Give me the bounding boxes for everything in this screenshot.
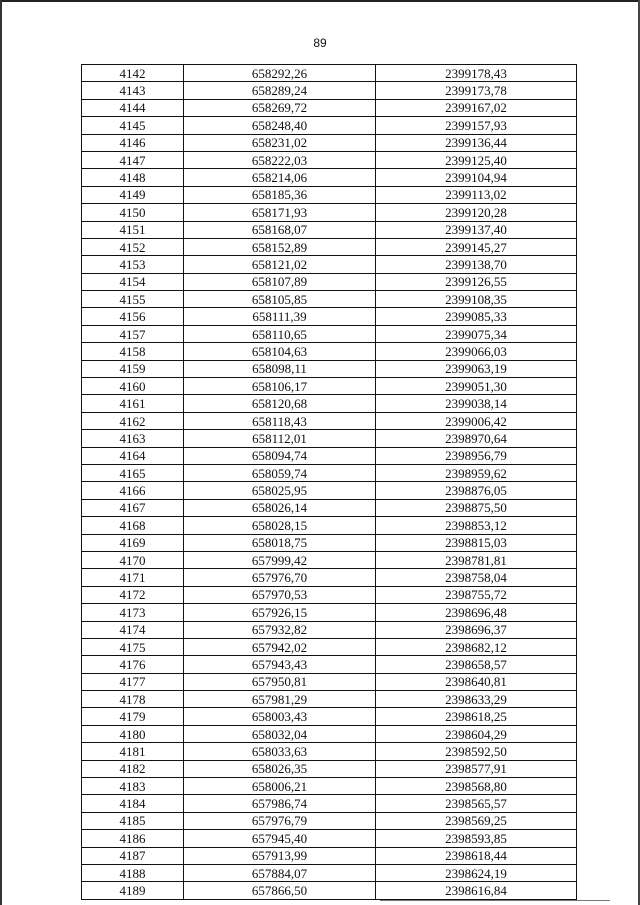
point-number-cell: 4180 — [82, 725, 184, 742]
table-row — [82, 534, 577, 551]
point-number-cell: 4169 — [82, 534, 184, 551]
y-coordinate-cell: 2398569,25 — [376, 812, 577, 829]
y-coordinate-cell: 2398970,64 — [376, 430, 577, 447]
table-row — [82, 395, 577, 412]
x-coordinate-cell: 658118,43 — [184, 412, 376, 429]
y-coordinate-cell: 2398781,81 — [376, 551, 577, 568]
y-coordinate-cell: 2399136,44 — [376, 134, 577, 151]
point-number-cell: 4142 — [82, 65, 184, 82]
x-coordinate-cell: 658112,01 — [184, 430, 376, 447]
point-number-cell: 4182 — [82, 760, 184, 777]
y-coordinate-cell: 2398633,29 — [376, 691, 577, 708]
table-row — [82, 882, 577, 899]
point-number-cell: 4168 — [82, 517, 184, 534]
x-coordinate-cell: 658106,17 — [184, 378, 376, 395]
y-coordinate-cell: 2398758,04 — [376, 569, 577, 586]
y-coordinate-cell: 2399066,03 — [376, 343, 577, 360]
table-row — [82, 204, 577, 221]
point-number-cell: 4163 — [82, 430, 184, 447]
y-coordinate-cell: 2398815,03 — [376, 534, 577, 551]
table-row — [82, 621, 577, 638]
point-number-cell: 4181 — [82, 743, 184, 760]
x-coordinate-cell: 658006,21 — [184, 778, 376, 795]
table-row — [82, 325, 577, 342]
point-number-cell: 4172 — [82, 586, 184, 603]
table-row — [82, 360, 577, 377]
y-coordinate-cell: 2398624,19 — [376, 864, 577, 881]
point-number-cell: 4153 — [82, 256, 184, 273]
y-coordinate-cell: 2398696,48 — [376, 604, 577, 621]
x-coordinate-cell: 658121,02 — [184, 256, 376, 273]
x-coordinate-cell: 657950,81 — [184, 673, 376, 690]
y-coordinate-cell: 2399113,02 — [376, 186, 577, 203]
y-coordinate-cell: 2398592,50 — [376, 743, 577, 760]
point-number-cell: 4158 — [82, 343, 184, 360]
table-row — [82, 134, 577, 151]
point-number-cell: 4171 — [82, 569, 184, 586]
x-coordinate-cell: 658104,63 — [184, 343, 376, 360]
x-coordinate-cell: 657999,42 — [184, 551, 376, 568]
y-coordinate-cell: 2399108,35 — [376, 291, 577, 308]
table-row — [82, 464, 577, 481]
table-row — [82, 586, 577, 603]
table-row — [82, 691, 577, 708]
scan-border-top — [0, 0, 640, 2]
table-row — [82, 169, 577, 186]
x-coordinate-cell: 658026,35 — [184, 760, 376, 777]
x-coordinate-cell: 658214,06 — [184, 169, 376, 186]
y-coordinate-cell: 2399075,34 — [376, 325, 577, 342]
point-number-cell: 4179 — [82, 708, 184, 725]
y-coordinate-cell: 2398618,44 — [376, 847, 577, 864]
y-coordinate-cell: 2398959,62 — [376, 464, 577, 481]
point-number-cell: 4160 — [82, 378, 184, 395]
point-number-cell: 4184 — [82, 795, 184, 812]
x-coordinate-cell: 657884,07 — [184, 864, 376, 881]
y-coordinate-cell: 2398577,91 — [376, 760, 577, 777]
x-coordinate-cell: 658111,39 — [184, 308, 376, 325]
table-row — [82, 221, 577, 238]
y-coordinate-cell: 2399145,27 — [376, 238, 577, 255]
y-coordinate-cell: 2399157,93 — [376, 117, 577, 134]
x-coordinate-cell: 658033,63 — [184, 743, 376, 760]
table-row — [82, 760, 577, 777]
point-number-cell: 4164 — [82, 447, 184, 464]
point-number-cell: 4150 — [82, 204, 184, 221]
scan-border-bottom — [380, 900, 610, 901]
x-coordinate-cell: 658018,75 — [184, 534, 376, 551]
point-number-cell: 4145 — [82, 117, 184, 134]
point-number-cell: 4155 — [82, 291, 184, 308]
table-row — [82, 99, 577, 116]
table-row — [82, 117, 577, 134]
table-row — [82, 830, 577, 847]
x-coordinate-cell: 657932,82 — [184, 621, 376, 638]
table-row — [82, 551, 577, 568]
table-row — [82, 795, 577, 812]
table-row — [82, 569, 577, 586]
x-coordinate-cell: 658248,40 — [184, 117, 376, 134]
x-coordinate-cell: 657986,74 — [184, 795, 376, 812]
point-number-cell: 4185 — [82, 812, 184, 829]
table-row — [82, 82, 577, 99]
x-coordinate-cell: 658059,74 — [184, 464, 376, 481]
table-row — [82, 447, 577, 464]
table-row — [82, 256, 577, 273]
y-coordinate-cell: 2399085,33 — [376, 308, 577, 325]
point-number-cell: 4151 — [82, 221, 184, 238]
table-row — [82, 343, 577, 360]
point-number-cell: 4162 — [82, 412, 184, 429]
table-row — [82, 638, 577, 655]
x-coordinate-cell: 657943,43 — [184, 656, 376, 673]
x-coordinate-cell: 657981,29 — [184, 691, 376, 708]
y-coordinate-cell: 2399051,30 — [376, 378, 577, 395]
table-row — [82, 378, 577, 395]
y-coordinate-cell: 2398853,12 — [376, 517, 577, 534]
table-row — [82, 778, 577, 795]
x-coordinate-cell: 658105,85 — [184, 291, 376, 308]
y-coordinate-cell: 2398875,50 — [376, 499, 577, 516]
x-coordinate-cell: 657970,53 — [184, 586, 376, 603]
x-coordinate-cell: 658168,07 — [184, 221, 376, 238]
point-number-cell: 4157 — [82, 325, 184, 342]
y-coordinate-cell: 2398568,80 — [376, 778, 577, 795]
point-number-cell: 4183 — [82, 778, 184, 795]
x-coordinate-cell: 657976,70 — [184, 569, 376, 586]
table-row — [82, 186, 577, 203]
y-coordinate-cell: 2398640,81 — [376, 673, 577, 690]
point-number-cell: 4166 — [82, 482, 184, 499]
x-coordinate-cell: 658231,02 — [184, 134, 376, 151]
point-number-cell: 4186 — [82, 830, 184, 847]
point-number-cell: 4152 — [82, 238, 184, 255]
y-coordinate-cell: 2399006,42 — [376, 412, 577, 429]
y-coordinate-cell: 2399038,14 — [376, 395, 577, 412]
table-row — [82, 743, 577, 760]
point-number-cell: 4161 — [82, 395, 184, 412]
y-coordinate-cell: 2398565,57 — [376, 795, 577, 812]
table-row — [82, 412, 577, 429]
table-row — [82, 517, 577, 534]
x-coordinate-cell: 658026,14 — [184, 499, 376, 516]
y-coordinate-cell: 2399120,28 — [376, 204, 577, 221]
page-number: 89 — [313, 36, 327, 50]
x-coordinate-cell: 657926,15 — [184, 604, 376, 621]
y-coordinate-cell: 2398593,85 — [376, 830, 577, 847]
y-coordinate-cell: 2398618,25 — [376, 708, 577, 725]
y-coordinate-cell: 2398876,05 — [376, 482, 577, 499]
table-row — [82, 847, 577, 864]
y-coordinate-cell: 2398604,29 — [376, 725, 577, 742]
point-number-cell: 4189 — [82, 882, 184, 899]
table-row — [82, 151, 577, 168]
point-number-cell: 4173 — [82, 604, 184, 621]
y-coordinate-cell: 2399104,94 — [376, 169, 577, 186]
y-coordinate-cell: 2399126,55 — [376, 273, 577, 290]
y-coordinate-cell: 2399178,43 — [376, 65, 577, 82]
x-coordinate-cell: 657913,99 — [184, 847, 376, 864]
point-number-cell: 4143 — [82, 82, 184, 99]
x-coordinate-cell: 658025,95 — [184, 482, 376, 499]
point-number-cell: 4177 — [82, 673, 184, 690]
x-coordinate-cell: 658110,65 — [184, 325, 376, 342]
point-number-cell: 4176 — [82, 656, 184, 673]
table-row — [82, 604, 577, 621]
table-row — [82, 708, 577, 725]
x-coordinate-cell: 657866,50 — [184, 882, 376, 899]
point-number-cell: 4156 — [82, 308, 184, 325]
y-coordinate-cell: 2398755,72 — [376, 586, 577, 603]
y-coordinate-cell: 2399138,70 — [376, 256, 577, 273]
x-coordinate-cell: 658032,04 — [184, 725, 376, 742]
y-coordinate-cell: 2399167,02 — [376, 99, 577, 116]
table-row — [82, 482, 577, 499]
table-row — [82, 499, 577, 516]
x-coordinate-cell: 658098,11 — [184, 360, 376, 377]
point-number-cell: 4149 — [82, 186, 184, 203]
y-coordinate-cell: 2399125,40 — [376, 151, 577, 168]
point-number-cell: 4154 — [82, 273, 184, 290]
table-row — [82, 812, 577, 829]
y-coordinate-cell: 2398696,37 — [376, 621, 577, 638]
y-coordinate-cell: 2398616,84 — [376, 882, 577, 899]
point-number-cell: 4187 — [82, 847, 184, 864]
point-number-cell: 4148 — [82, 169, 184, 186]
y-coordinate-cell: 2398956,79 — [376, 447, 577, 464]
table-row — [82, 864, 577, 881]
table-row — [82, 308, 577, 325]
x-coordinate-cell: 658289,24 — [184, 82, 376, 99]
table-row — [82, 725, 577, 742]
x-coordinate-cell: 658003,43 — [184, 708, 376, 725]
y-coordinate-cell: 2399173,78 — [376, 82, 577, 99]
x-coordinate-cell: 658152,89 — [184, 238, 376, 255]
y-coordinate-cell: 2399137,40 — [376, 221, 577, 238]
table-row — [82, 656, 577, 673]
table-row — [82, 291, 577, 308]
x-coordinate-cell: 657945,40 — [184, 830, 376, 847]
scan-border-left — [0, 0, 2, 905]
x-coordinate-cell: 658222,03 — [184, 151, 376, 168]
table-row — [82, 65, 577, 82]
coordinates-table — [81, 64, 577, 900]
coordinates-table-body — [82, 65, 577, 900]
x-coordinate-cell: 658107,89 — [184, 273, 376, 290]
point-number-cell: 4165 — [82, 464, 184, 481]
x-coordinate-cell: 658185,36 — [184, 186, 376, 203]
y-coordinate-cell: 2398682,12 — [376, 638, 577, 655]
point-number-cell: 4144 — [82, 99, 184, 116]
point-number-cell: 4159 — [82, 360, 184, 377]
point-number-cell: 4147 — [82, 151, 184, 168]
point-number-cell: 4146 — [82, 134, 184, 151]
x-coordinate-cell: 658171,93 — [184, 204, 376, 221]
point-number-cell: 4178 — [82, 691, 184, 708]
x-coordinate-cell: 658094,74 — [184, 447, 376, 464]
x-coordinate-cell: 658269,72 — [184, 99, 376, 116]
x-coordinate-cell: 658120,68 — [184, 395, 376, 412]
point-number-cell: 4170 — [82, 551, 184, 568]
point-number-cell: 4167 — [82, 499, 184, 516]
table-row — [82, 273, 577, 290]
point-number-cell: 4175 — [82, 638, 184, 655]
x-coordinate-cell: 657942,02 — [184, 638, 376, 655]
table-row — [82, 238, 577, 255]
x-coordinate-cell: 658028,15 — [184, 517, 376, 534]
point-number-cell: 4174 — [82, 621, 184, 638]
point-number-cell: 4188 — [82, 864, 184, 881]
x-coordinate-cell: 657976,79 — [184, 812, 376, 829]
x-coordinate-cell: 658292,26 — [184, 65, 376, 82]
y-coordinate-cell: 2399063,19 — [376, 360, 577, 377]
table-row — [82, 673, 577, 690]
table-row — [82, 430, 577, 447]
y-coordinate-cell: 2398658,57 — [376, 656, 577, 673]
